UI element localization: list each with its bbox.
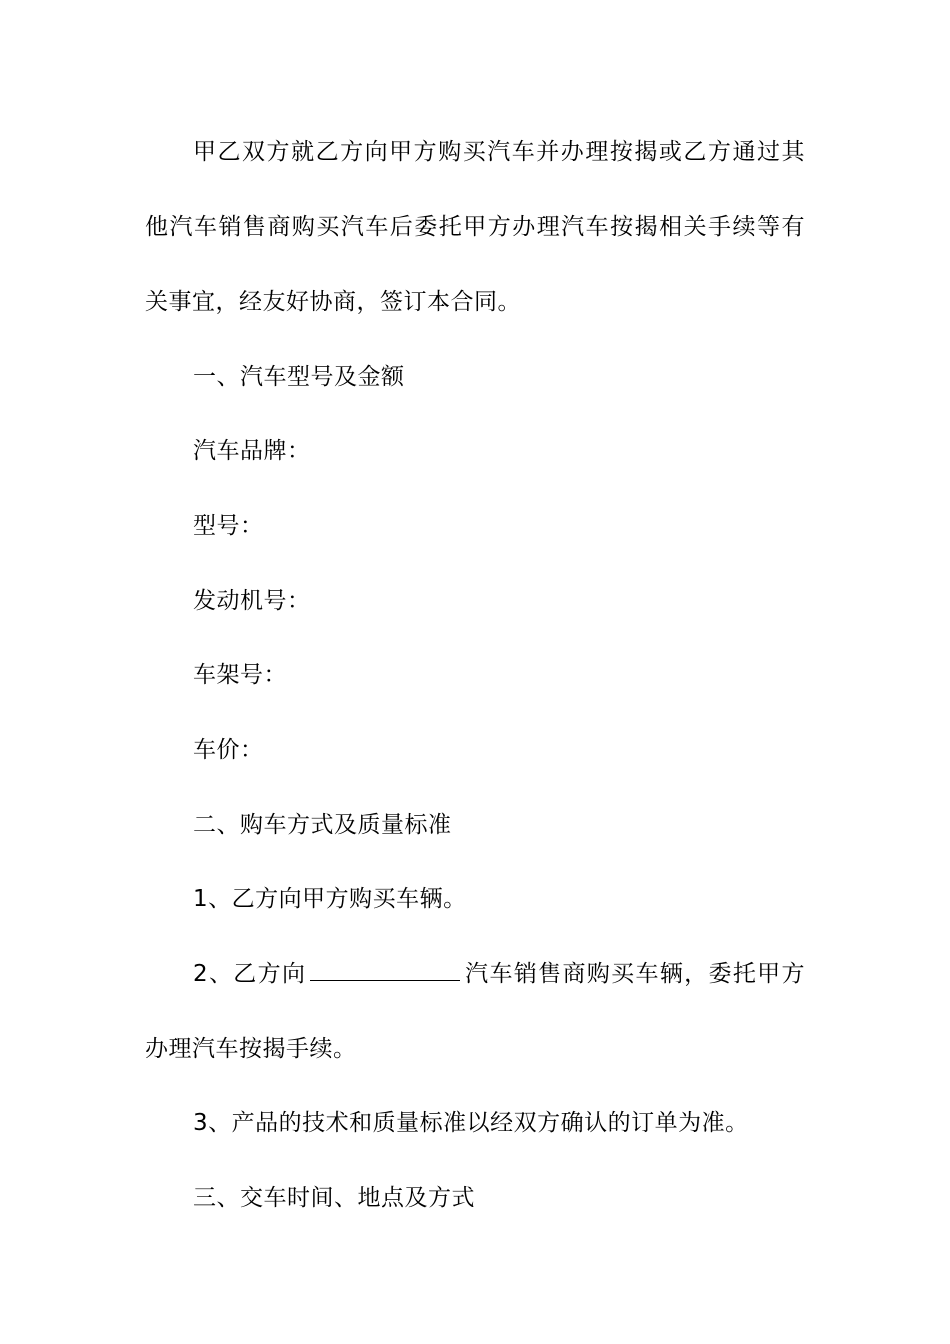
section-2-item-2 [193, 959, 805, 989]
section-1-heading: 一、汽车型号及金额 [193, 364, 405, 390]
intro-line-3: 关事宜，经友好协商，签订本合同。 [145, 289, 521, 315]
section-2-item-2-continued: 办理汽车按揭手续。 [145, 1036, 357, 1062]
field-car-brand: 汽车品牌： [193, 438, 311, 464]
field-car-price: 车价： [193, 737, 264, 763]
section-2-item-3: 3、产品的技术和质量标准以经双方确认的订单为准。 [193, 1110, 749, 1136]
intro-line-1: 甲乙双方就乙方向甲方购买汽车并办理按揭或乙方通过其 [193, 139, 805, 165]
item-2-prefix: 2、乙方向 [193, 961, 307, 987]
dealer-blank-line [310, 960, 460, 981]
field-frame-number: 车架号： [193, 662, 287, 688]
section-3-heading: 三、交车时间、地点及方式 [193, 1185, 475, 1211]
item-2-suffix: 汽车销售商购买车辆，委托甲方 [464, 961, 805, 987]
intro-line-2: 他汽车销售商购买汽车后委托甲方办理汽车按揭相关手续等有 [145, 214, 805, 240]
section-2-heading: 二、购车方式及质量标准 [193, 812, 452, 838]
section-2-item-1: 1、乙方向甲方购买车辆。 [193, 886, 467, 912]
field-model: 型号： [193, 513, 264, 539]
field-engine-number: 发动机号： [193, 588, 311, 614]
